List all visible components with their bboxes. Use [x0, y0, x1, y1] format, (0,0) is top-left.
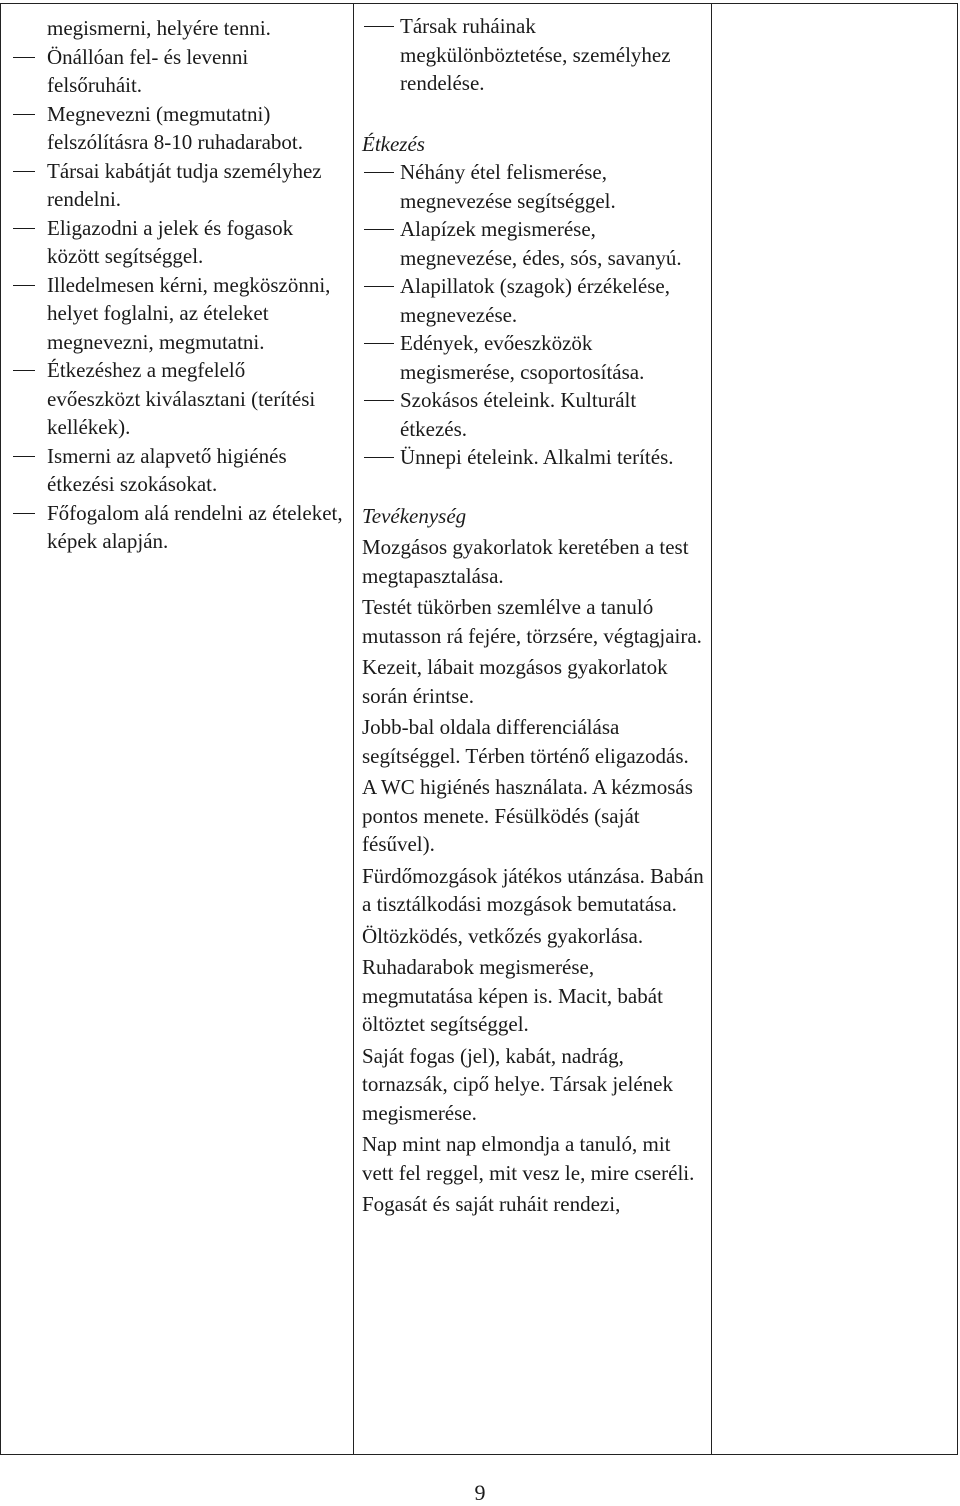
list-item-text: Néhány étel felismerése, megnevezése segítséggel. [400, 160, 616, 213]
list-item [362, 443, 707, 472]
content-table [0, 3, 958, 1455]
list-item-text: Szokásos ételeink. Kulturált étkezés. [400, 388, 637, 441]
goals-continued-line: megismerni, helyére tenni. [47, 16, 271, 40]
dash-bullet-icon [364, 229, 394, 230]
page-number: 9 [474, 1480, 486, 1505]
activity-paragraph: Nap mint nap elmondja a tanuló, mit vett fel reggel, mit vesz le, mire cseréli. [362, 1132, 695, 1185]
list-item-text: Társai kabátját tudja személyhez rendelni. [47, 158, 322, 211]
list-item-text: Megnevezni (megmutatni) felszólításra 8-10 ruhadarabot. [47, 101, 303, 154]
dash-bullet-icon [364, 26, 394, 27]
activity-paragraph: Fogasát és saját ruháit rendezi, [362, 1192, 621, 1216]
list-item [3, 43, 343, 100]
list-item-text: Társak ruháinak megkülönböztetése, személyhez rendelése. [400, 14, 671, 95]
list-item [3, 499, 343, 556]
list-item [362, 329, 707, 386]
heading-tevekenyseg: Tevékenység [362, 503, 467, 528]
list-item-text: Alapízek megismerése, megnevezése, édes, sós, savanyú. [400, 217, 682, 270]
list-item [362, 215, 707, 272]
list-item-text: Eligazodni a jelek és fogasok között segítséggel. [47, 215, 294, 268]
list-item-text: Illedelmesen kérni, megköszönni, helyet foglalni, az ételeket megnevezni, megmutatni. [47, 272, 331, 354]
dash-bullet-icon [364, 286, 394, 287]
list-item [3, 271, 343, 357]
activity-paragraph: Saját fogas (jel), kabát, nadrág, tornazsák, cipő helye. Társak jelének megismerése. [362, 1043, 673, 1125]
content-content [362, 12, 707, 1219]
list-item [362, 272, 707, 329]
list-item-text: Főfogalom alá rendelni az ételeket, képek alapján. [47, 500, 343, 553]
activity-paragraphs [362, 533, 707, 1219]
list-item [3, 157, 343, 214]
content-column [354, 4, 712, 1454]
dash-bullet-icon [13, 57, 35, 58]
activity-paragraph: Testét tükörben szemlélve a tanuló mutasson rá fejére, törzsére, végtagjaira. [362, 595, 702, 648]
dash-bullet-icon [364, 343, 394, 344]
activity-paragraph: A WC higiénés használata. A kézmosás pontos menete. Fésülködés (saját fésűvel). [362, 775, 693, 856]
list-item-text: Alapillatok (szagok) érzékelése, megnevezése. [400, 274, 670, 327]
list-item-text: Étkezéshez a megfelelő evőeszközt kiválasztani (terítési kellékek). [47, 358, 316, 439]
list-item-text: Ünnepi ételeink. Alkalmi terítés. [400, 445, 674, 469]
list-item [3, 100, 343, 157]
list-item [3, 214, 343, 271]
dash-bullet-icon [364, 457, 394, 458]
dash-bullet-icon [13, 285, 35, 286]
list-item [362, 12, 707, 98]
activity-paragraph: Mozgásos gyakorlatok keretében a test megtapasztalása. [362, 535, 689, 588]
activity-paragraph: Kezeit, lábait mozgásos gyakorlatok során érintse. [362, 655, 668, 708]
goals-content [3, 14, 343, 556]
activity-paragraph: Öltözködés, vetkőzés gyakorlása. [362, 923, 644, 948]
dash-bullet-icon [13, 456, 35, 457]
activity-paragraph: Fürdőmozgások játékos utánzása. Babán a tisztálkodási mozgások bemutatása. [362, 863, 704, 916]
dash-bullet-icon [13, 171, 35, 172]
list-item [3, 442, 343, 499]
goals-column [1, 4, 354, 1454]
dash-bullet-icon [13, 370, 35, 371]
dash-bullet-icon [13, 513, 35, 514]
dash-bullet-icon [364, 400, 394, 401]
list-item [362, 386, 707, 443]
list-item-text: Edények, evőeszközök megismerése, csoportosítása. [400, 331, 645, 384]
activity-paragraph: Ruhadarabok megismerése, megmutatása képen is. Macit, babát öltöztet segítséggel. [362, 955, 663, 1036]
activity-paragraph: Jobb-bal oldala differenciálása segítséggel. Térben történő eligazodás. [362, 715, 689, 768]
eating-list [362, 158, 707, 472]
heading-etkezes: Étkezés [362, 131, 425, 156]
goals-list [3, 43, 343, 556]
dash-bullet-icon [13, 228, 35, 229]
list-item-text: Ismerni az alapvető higiénés étkezési szokásokat. [47, 443, 287, 496]
dash-bullet-icon [13, 114, 35, 115]
list-item-text: Önállóan fel- és levenni felsőruháit. [47, 44, 249, 97]
list-item [3, 356, 343, 442]
dash-bullet-icon [364, 172, 394, 173]
empty-column [712, 4, 957, 1454]
list-item [362, 158, 707, 215]
clothing-list [362, 12, 707, 98]
